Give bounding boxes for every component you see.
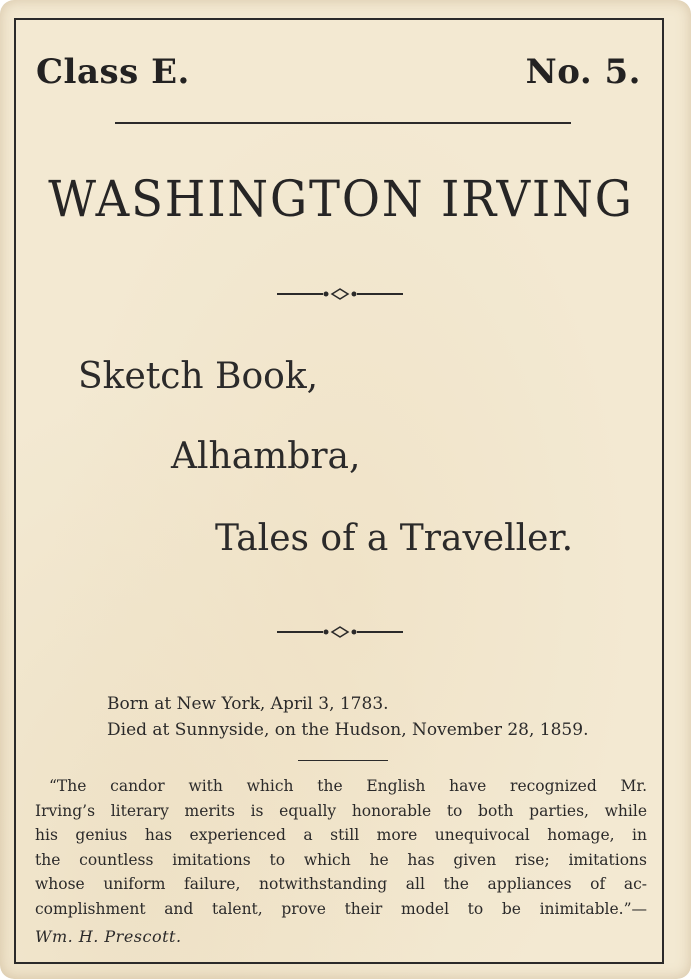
ornament-divider-top <box>277 287 403 301</box>
quotation <box>35 774 647 921</box>
card-number: No. 5. <box>525 52 641 92</box>
death-info: Died at Sunnyside, on the Hudson, November 28, 1859. <box>107 720 589 740</box>
birth-info: Born at New York, April 3, 1783. <box>107 694 389 714</box>
quote-line: Irving’s literary merits is equally honorable to both parties, while <box>35 801 647 820</box>
ornament-divider-bottom <box>277 625 403 639</box>
work-title: Sketch Book, <box>78 356 319 397</box>
author-name: WASHINGTON IRVING <box>48 170 634 228</box>
work-title: Alhambra, <box>171 436 361 477</box>
class-label: Class E. <box>36 52 190 92</box>
quote-line: his genius has experienced a still more unequivocal homage, in <box>35 826 647 844</box>
quote-line: “The candor with which the English have recognized Mr. <box>49 777 647 795</box>
quote-line: the countless imitations to which he has given rise; imitations <box>35 850 647 869</box>
quote-line: whose uniform failure, notwithstanding all the appliances of ac- <box>35 875 647 893</box>
quote-line: complishment and talent, prove their model to be inimitable.”— <box>35 899 647 918</box>
short-divider-rule <box>298 760 388 761</box>
work-title: Tales of a Traveller. <box>215 518 574 559</box>
quote-attribution: Wm. H. Prescott. <box>35 927 182 946</box>
top-divider-rule <box>115 122 571 124</box>
